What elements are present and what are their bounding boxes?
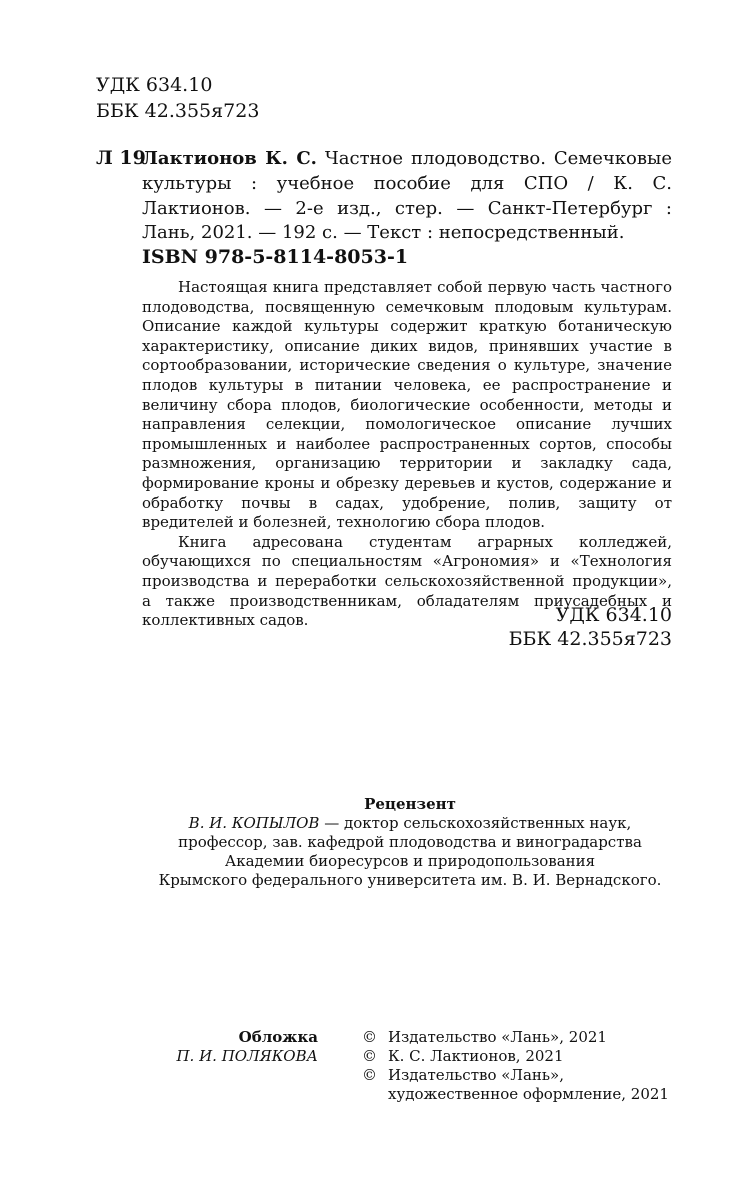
reviewer-name: В. И. КОПЫЛОВ xyxy=(188,814,320,832)
reviewer-line-1 xyxy=(150,814,670,833)
reviewer-line-4: Крымского федерального университета им. В. И. Вернадского. xyxy=(158,871,662,889)
reviewer-block xyxy=(150,795,670,890)
reviewer-line-2: профессор, зав. кафедрой плодоводства и виноградарства xyxy=(178,833,642,851)
classification-codes-repeat xyxy=(442,603,672,651)
copyright-list xyxy=(362,1028,692,1104)
copyright-text: Издательство «Лань», 2021 xyxy=(388,1028,607,1046)
classification-codes xyxy=(96,72,259,124)
copyright-item xyxy=(362,1047,692,1066)
copyright-symbol: © xyxy=(362,1028,377,1046)
copyright-symbol: © xyxy=(362,1047,377,1065)
copyright-text: Издательство «Лань», художественное оформление, 2021 xyxy=(388,1066,669,1103)
cover-artist: П. И. ПОЛЯКОВА xyxy=(176,1047,318,1065)
reviewer-heading: Рецензент xyxy=(364,795,456,813)
annotation-paragraph-2: Книга адресована студентам аграрных колледжей, обучающихся по специальностям «Агрономия» и «Технология производства и переработки сельскохозяйственной продукции», а также производственникам, обладателям приусадебных и коллективных садов. xyxy=(142,532,672,630)
entry-description: Частное плодоводство. Семечковые культуры : учебное пособие для СПО / К. С. Лактионов. — 2-е изд., стер. — Санкт-Петербург : Лань, 2021. — 192 с. — Текст : непосредственный. xyxy=(142,148,673,244)
udk-code-repeat: УДК 634.10 xyxy=(555,604,672,626)
bbk-code: ББК 42.355я723 xyxy=(96,100,260,122)
bbk-code-repeat: ББК 42.355я723 xyxy=(508,628,672,650)
author-mark: Л 19 xyxy=(96,147,146,169)
isbn: ISBN 978-5-8114-8053-1 xyxy=(142,246,409,268)
copyright-item xyxy=(362,1066,692,1104)
reviewer-line-3: Академии биоресурсов и природопользования xyxy=(224,852,596,870)
annotation-paragraph-1: Настоящая книга представляет собой первую часть частного плодоводства, посвященную семечковым плодовым культурам. Описание каждой культуры содержит краткую ботаническую характеристику, описание диких видов, принявших участие в сортообразовании, исторические сведения о культуре, значение плодов культуры в питании человека, ее распространение и величину сбора плодов, биологические особенности, методы и направления селекции, помологическое описание лучших промышленных и наиболее распространенных сортов, способы размножения, организацию территории и закладку сада, формирование кроны и обрезку деревьев и кустов, содержание и обработку почвы в садах, удобрение, полив, защиту от вредителей и болезней, технологию сбора плодов. xyxy=(142,278,672,532)
bibliographic-entry xyxy=(142,147,672,246)
copyright-item xyxy=(362,1028,692,1047)
copyright-text: К. С. Лактионов, 2021 xyxy=(388,1047,564,1065)
annotation xyxy=(142,278,672,631)
cover-credit xyxy=(150,1028,318,1066)
udk-code: УДК 634.10 xyxy=(96,74,213,96)
entry-author: Лактионов К. С. xyxy=(142,148,317,169)
cover-heading: Обложка xyxy=(238,1028,318,1046)
copyright-symbol: © xyxy=(362,1066,377,1084)
reviewer-title: — доктор сельскохозяйственных наук, xyxy=(319,814,632,832)
